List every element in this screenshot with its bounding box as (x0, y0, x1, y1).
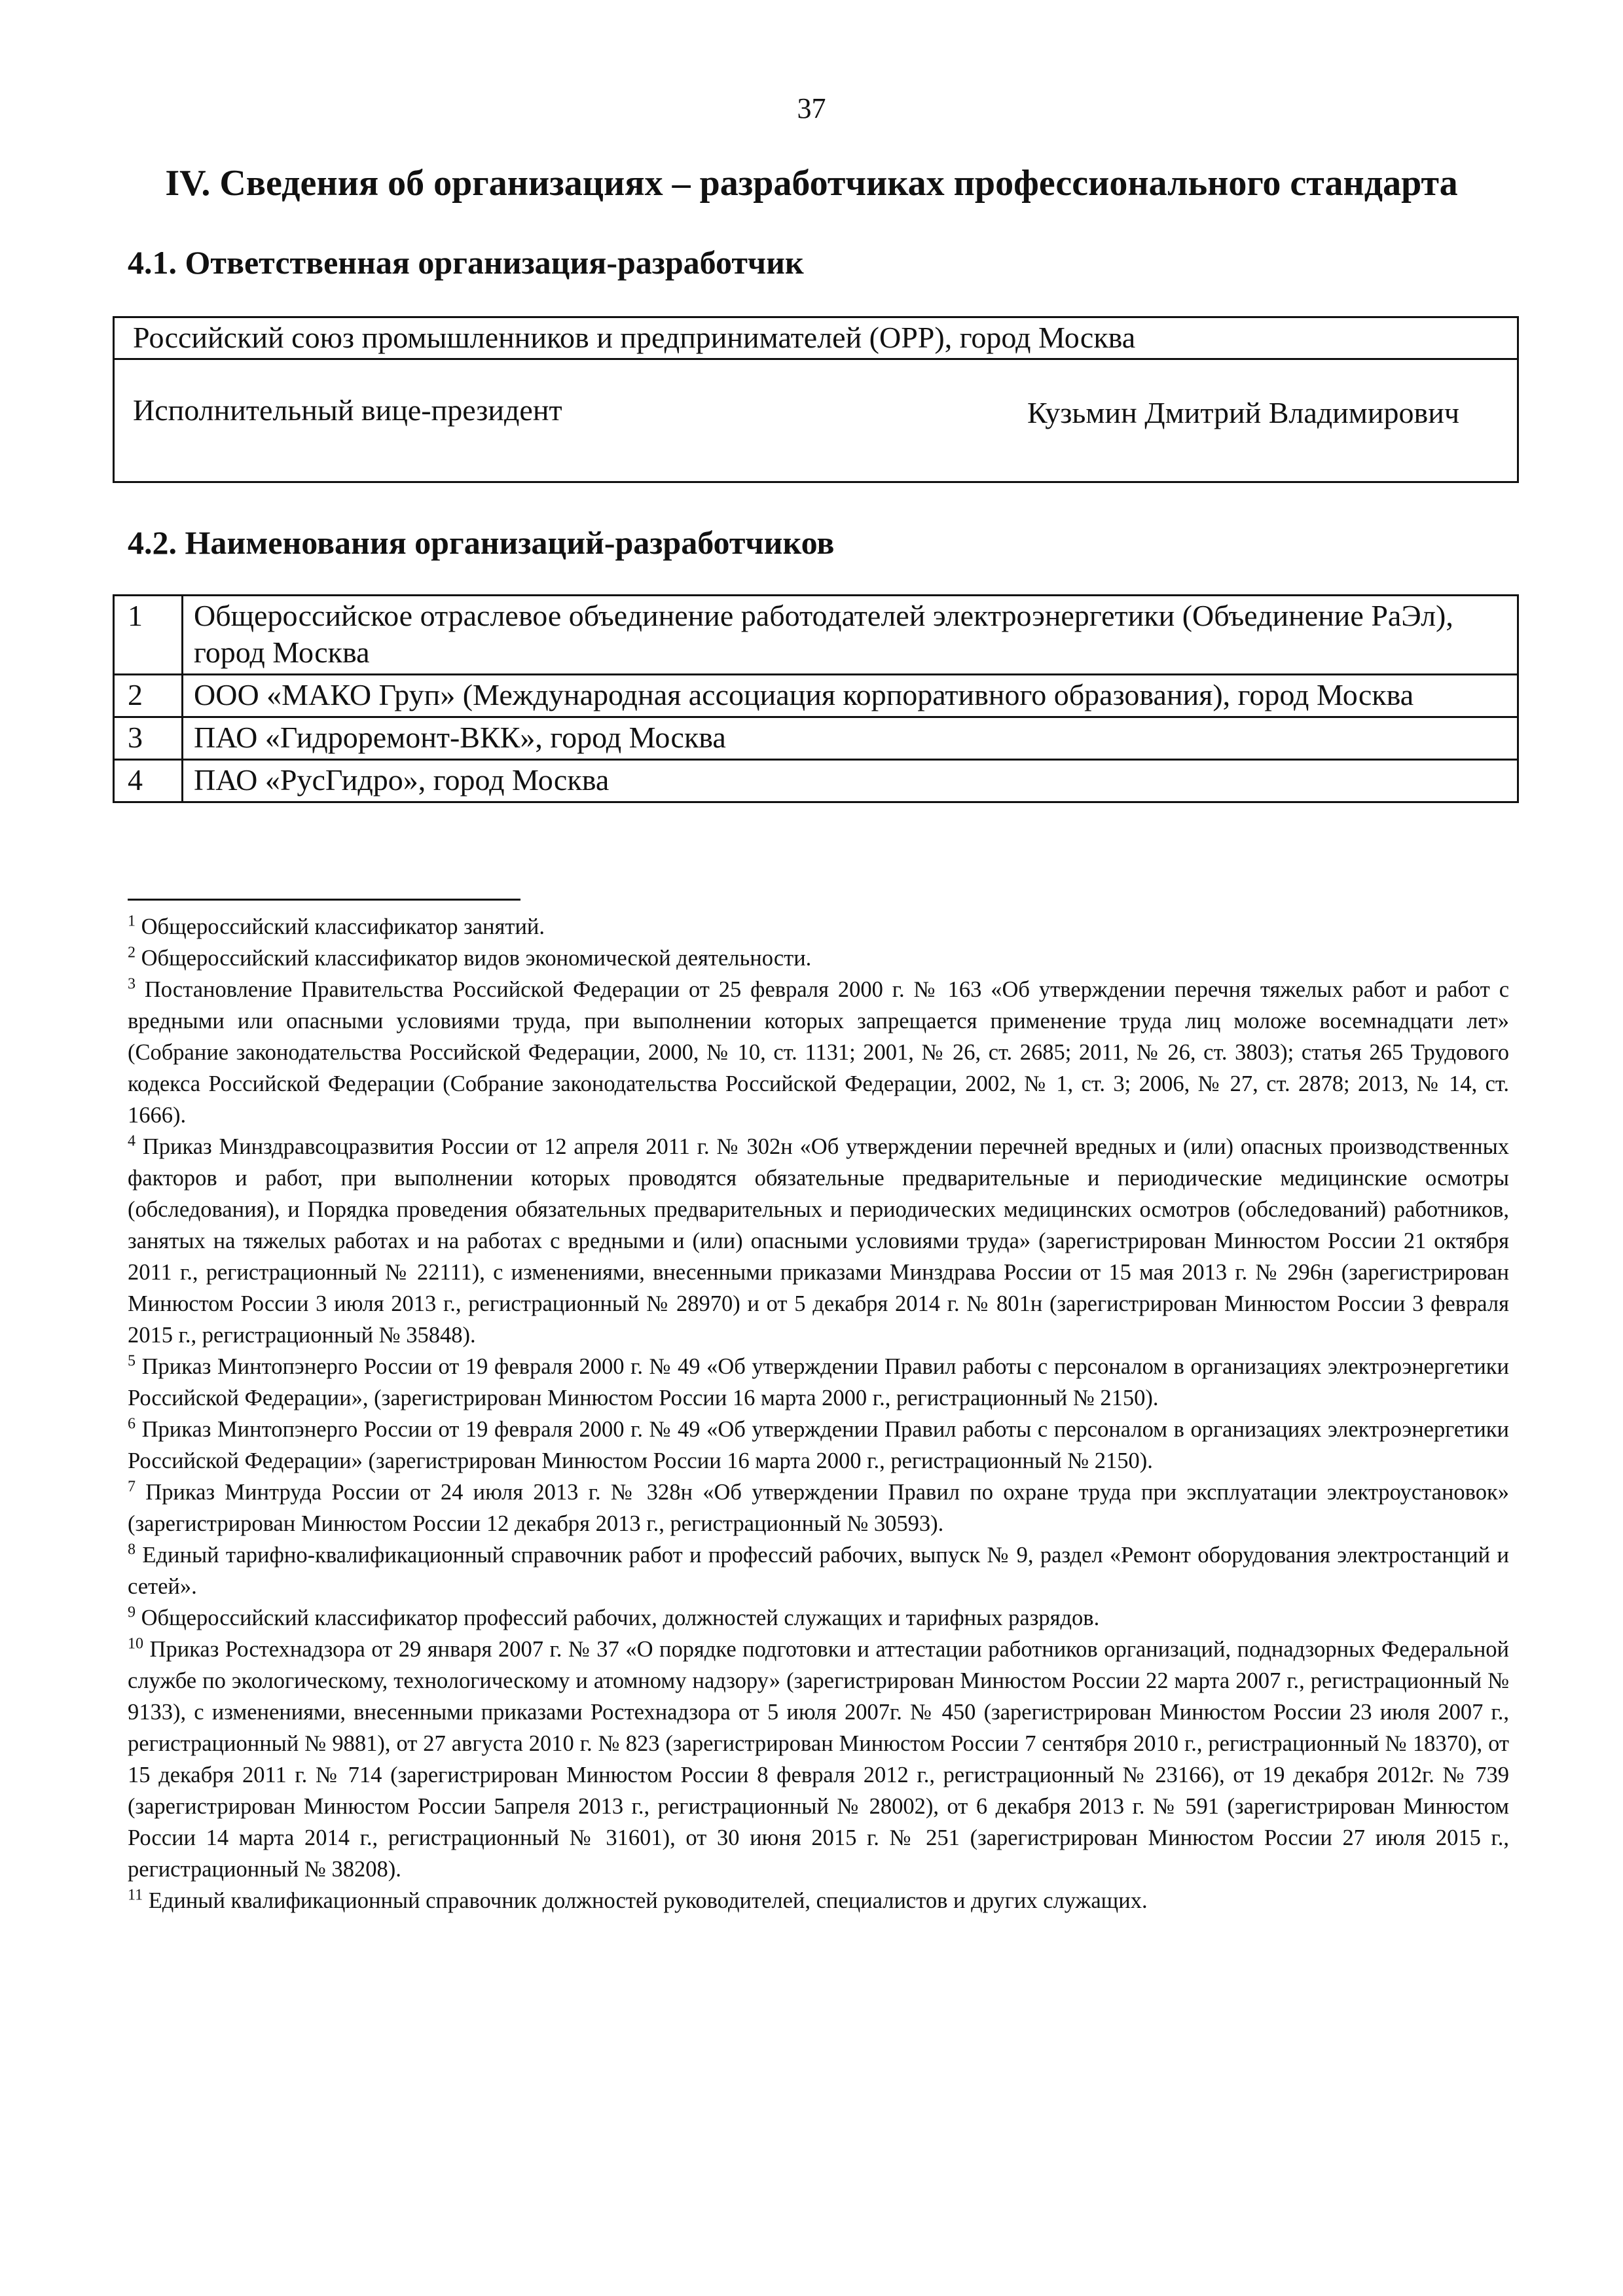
row-number: 4 (114, 760, 183, 802)
footnote (128, 1131, 1509, 1351)
signatory-position: Исполнительный вице-президент (133, 393, 562, 427)
footnote (128, 1477, 1509, 1539)
developer-orgs-heading: 4.2. Наименования организаций-разработчиков (128, 524, 835, 561)
footnote (128, 1414, 1509, 1477)
responsible-org-heading: 4.1. Ответственная организация-разработчик (128, 244, 804, 281)
responsible-org-table (113, 316, 1519, 483)
footnote (128, 1539, 1509, 1602)
footnote-text: Приказ Минтопэнерго России от 19 февраля 2000 г. № 49 «Об утверждении Правил работы с персоналом в организациях электроэнергетики Российской Федерации», (зарегистрирован Минюстом России 16 марта 2000 г., регистрационный № 2150). (128, 1354, 1510, 1410)
responsible-org-name: Российский союз промышленников и предпринимателей (ОРР), город Москва (115, 318, 1517, 360)
footnote (128, 1885, 1509, 1916)
table-row (114, 760, 1518, 802)
footnotes (128, 911, 1509, 1916)
footnote-mark: 9 (128, 1604, 136, 1621)
developer-orgs-table (113, 594, 1519, 803)
footnote (128, 911, 1509, 942)
responsible-signatory-row (115, 360, 1517, 482)
footnote-text: Общероссийский классификатор профессий рабочих, должностей служащих и тарифных разрядов. (141, 1605, 1100, 1630)
footnote-text: Общероссийский классификатор видов экономической деятельности. (141, 946, 812, 971)
org-name: ПАО «Гидроремонт-ВКК», город Москва (183, 717, 1518, 760)
signatory-name: Кузьмин Дмитрий Владимирович (1027, 396, 1459, 429)
footnote-mark: 6 (128, 1415, 136, 1433)
footnote (128, 1602, 1509, 1634)
footnote-text: Постановление Правительства Российской Федерации от 25 февраля 2000 г. № 163 «Об утверждении перечня тяжелых работ и работ с вредными или опасными условиями труда, при выполнении которых запрещается применение труда лиц моложе восемнадцати лет» (Собрание законодательства Российской Федерации, 2000, № 10, ст. 1131; 2001, № 26, ст. 2685; 2011, № 26, ст. 3803); статья 265 Трудового кодекса Российской Федерации (Собрание законодательства Российской Федерации, 2002, № 1, ст. 3; 2006, № 27, ст. 2878; 2013, № 14, ст. 1666). (128, 977, 1510, 1128)
footnote-text: Общероссийский классификатор занятий. (141, 914, 545, 939)
footnote-mark: 7 (128, 1478, 136, 1496)
footnote-text: Приказ Минтопэнерго России от 19 февраля 2000 г. № 49 «Об утверждении Правил работы с персоналом в организациях электроэнергетики Российской Федерации» (зарегистрирован Минюстом России 16 марта 2000 г., регистрационный № 2150). (128, 1417, 1510, 1473)
row-number: 2 (114, 675, 183, 717)
footnote (128, 942, 1509, 974)
footnote-mark: 8 (128, 1541, 136, 1558)
footnote (128, 1634, 1509, 1885)
table-row (114, 675, 1518, 717)
page-number: 37 (797, 92, 826, 124)
footnote-mark: 5 (128, 1352, 136, 1370)
footnote (128, 1351, 1509, 1414)
row-number: 3 (114, 717, 183, 760)
footnote-mark: 3 (128, 975, 136, 993)
footnote-mark: 10 (128, 1635, 143, 1653)
table-row (114, 596, 1518, 675)
footnote-mark: 11 (128, 1886, 143, 1904)
footnote-text: Единый тарифно-квалификационный справочник работ и профессий рабочих, выпуск № 9, раздел «Ремонт оборудования электростанций и сетей». (128, 1543, 1510, 1599)
table-row (114, 717, 1518, 760)
footnote-text: Единый квалификационный справочник должностей руководителей, специалистов и других служащих. (148, 1888, 1148, 1913)
footnote (128, 974, 1509, 1131)
org-name: ПАО «РусГидро», город Москва (183, 760, 1518, 802)
footnote-text: Приказ Минздравсоцразвития России от 12 апреля 2011 г. № 302н «Об утверждении перечней вредных и (или) опасных производственных факторов и работ, при выполнении которых проводятся обязательные предварительные и периодические медицинские осмотры (обследования), и Порядка проведения обязательных предварительных и периодических медицинских осмотров (обследований) работников, занятых на тяжелых работах и на работах с вредными и (или) опасными условиями труда» (зарегистрирован Минюстом России 21 октября 2011 г., регистрационный № 22111), с изменениями, внесенными приказами Минздрава России от 15 мая 2013 г. № 296н (зарегистрирован Минюстом России 3 июля 2013 г., регистрационный № 28970) и от 5 декабря 2014 г. № 801н (зарегистрирован Минюстом России 3 февраля 2015 г., регистрационный № 35848). (128, 1134, 1509, 1348)
footnote-mark: 1 (128, 912, 136, 930)
row-number: 1 (114, 596, 183, 675)
footnote-separator (128, 899, 520, 901)
section-title: IV. Сведения об организациях – разработчиках профессионального стандарта (165, 163, 1458, 204)
footnote-mark: 4 (128, 1132, 136, 1150)
footnote-text: Приказ Минтруда России от 24 июля 2013 г. № 328н «Об утверждении Правил по охране труда при эксплуатации электроустановок» (зарегистрирован Минюстом России 12 декабря 2013 г., регистрационный № 30593). (128, 1480, 1509, 1536)
org-name: ООО «МАКО Груп» (Международная ассоциация корпоративного образования), город Москва (183, 675, 1518, 717)
org-name: Общероссийское отраслевое объединение работодателей электроэнергетики (Объединение РаЭл), город Москва (183, 596, 1518, 675)
footnote-mark: 2 (128, 944, 136, 961)
footnote-text: Приказ Ростехнадзора от 29 января 2007 г. № 37 «О порядке подготовки и аттестации работников организаций, поднадзорных Федеральной службе по экологическому, технологическому и атомному надзору» (зарегистрирован Минюстом России 22 марта 2007 г., регистрационный № 9133), с изменениями, внесенными приказами Ростехнадзора от 5 июля 2007г. № 450 (зарегистрирован Минюстом России 23 июля 2007 г., регистрационный № 9881), от 27 августа 2010 г. № 823 (зарегистрирован Минюстом России 7 сентября 2010 г., регистрационный № 18370), от 15 декабря 2011 г. № 714 (зарегистрирован Минюстом России 8 февраля 2012 г., регистрационный № 23166), от 19 декабря 2012г. № 739 (зарегистрирован Минюстом России 5апреля 2013 г., регистрационный № 28002), от 6 декабря 2013 г. № 591 (зарегистрирован Минюстом России 14 марта 2014 г., регистрационный № 31601), от 30 июня 2015 г. № 251 (зарегистрирован Минюстом России 27 июля 2015 г., регистрационный № 38208). (128, 1637, 1509, 1882)
